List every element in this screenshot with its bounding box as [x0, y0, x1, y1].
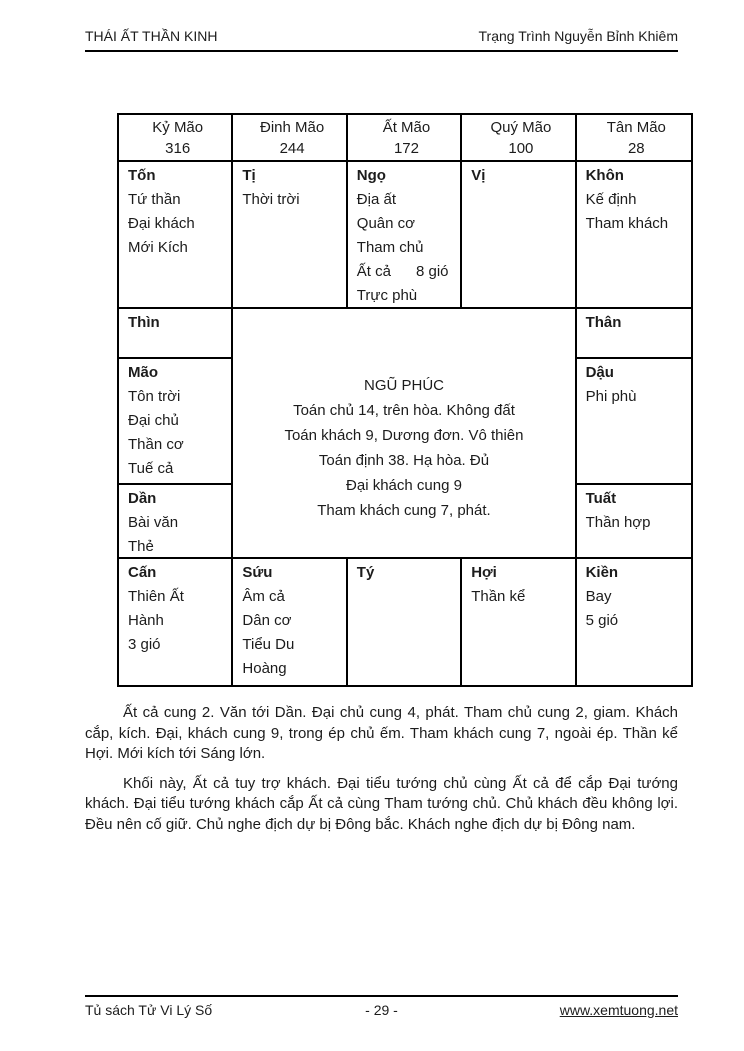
book-title: THÁI ẤT THẦN KINH: [85, 28, 218, 44]
year-value: 28: [627, 140, 645, 157]
right-palace-column: [577, 309, 691, 559]
palace-item: Thời trời: [242, 191, 300, 208]
palace-cell-ty: [348, 559, 462, 685]
year-value: 172: [393, 140, 419, 157]
palace-cell-khon: [577, 162, 691, 309]
palace-items: [357, 188, 456, 308]
palace-items: [586, 585, 687, 633]
palace-name: Mão: [128, 364, 158, 381]
palace-cell-hoi: [462, 559, 576, 685]
year-cell-at-mao: [348, 115, 462, 162]
page-footer: [85, 995, 678, 1018]
palace-item: Bài văn: [128, 514, 179, 531]
palace-cell-suu: [233, 559, 347, 685]
palace-cell-tuat: [577, 485, 691, 557]
center-line: Toán định 38. Hạ hòa. Đủ: [318, 452, 490, 469]
palace-cell-thin: [119, 309, 231, 359]
paragraph: Khối này, Ất cả tuy trợ khách. Đại tiểu tướng chủ cùng Ất cả để cắp Đại tướng khách. Đại tiểu tướng khách cắp Ất cả cùng Tham tướng chủ. Chủ khách đều không lợi. Đều nên cố giữ. Chủ nghe địch dự bị Đông bắc. Khách nghe địch dự bị Đông nam.: [85, 774, 678, 833]
palace-name: Thân: [585, 314, 622, 331]
palace-name: Cấn: [128, 564, 157, 581]
palace-cell-ton: [119, 162, 233, 309]
palace-name: Khôn: [585, 167, 624, 184]
palace-items: [586, 188, 687, 236]
palace-name: Dần: [128, 490, 157, 507]
palace-name: Sứu: [242, 564, 273, 581]
palace-name: Tuất: [585, 490, 617, 507]
palace-item: Thần hợp: [585, 514, 651, 531]
palace-item: Kế định: [585, 191, 637, 208]
palace-items: [242, 585, 341, 681]
year-cell-tan-mao: [577, 115, 691, 162]
palace-item: Trực phù: [356, 287, 418, 304]
page-header: [85, 28, 678, 52]
palace-name: Tốn: [128, 167, 156, 184]
palace-item: Ất cả 8 gió: [356, 263, 449, 280]
palace-item: Mới Kích: [128, 239, 188, 256]
palace-name: Ngọ: [356, 167, 386, 184]
year-cell-dinh-mao: [233, 115, 347, 162]
palace-items: [128, 188, 227, 260]
year-name: Tân Mão: [606, 119, 666, 136]
year-name: Đinh Mão: [259, 119, 325, 136]
palace-item: Tham chủ: [356, 239, 424, 256]
year-name: Kỷ Mão: [152, 119, 204, 136]
center-line: Đại khách cung 9: [346, 477, 462, 494]
footer-series-title: Tủ sách Tử Vi Lý Số: [85, 1002, 213, 1018]
page-number: - 29 -: [365, 1002, 398, 1018]
palace-item: Dân cơ: [242, 612, 292, 629]
paragraph: Ất cả cung 2. Văn tới Dần. Đại chủ cung 4, phát. Tham chủ cung 2, giam. Khách cắp, kích. Đại, khách cung 9, trong ép chủ ếm. Tham khách cung 7, ngoài ép. Thần kể Hợi. Mới kích tới Sáng lớn.: [85, 704, 678, 762]
palace-name: Thìn: [128, 314, 160, 331]
palace-item: 5 gió: [585, 612, 619, 629]
year-cell-ky-mao: [119, 115, 233, 162]
palace-name: Tý: [356, 564, 375, 581]
palace-item: Đại chủ: [128, 412, 179, 429]
palace-item: Hoàng: [242, 660, 287, 677]
palace-item: Phi phù: [585, 388, 637, 405]
palace-name: Vị: [471, 167, 486, 184]
palace-cell-ti: [233, 162, 347, 309]
palace-cell-dau: [577, 359, 691, 485]
palace-item: Hành: [128, 612, 164, 629]
palace-item: Thần cơ: [128, 436, 184, 453]
year-name: Quý Mão: [490, 119, 552, 136]
palace-item: Âm cả: [242, 588, 285, 605]
palace-items: [586, 385, 687, 409]
year-value: 100: [508, 140, 534, 157]
palace-item: Tiểu Du: [242, 636, 295, 653]
center-line: Tham khách cung 7, phát.: [317, 502, 491, 519]
website-link[interactable]: www.xemtuong.net: [559, 1002, 679, 1018]
center-title: NGŨ PHÚC: [363, 377, 444, 394]
palace-name: Tị: [242, 167, 256, 184]
palace-item: Tuế cả: [128, 460, 174, 477]
palace-items: [586, 511, 687, 535]
year-name: Ất Mão: [382, 119, 431, 136]
palace-item: Bay: [585, 588, 612, 605]
palace-cell-mao: [119, 359, 231, 485]
palace-name: Kiền: [585, 564, 619, 581]
palace-cell-dan: [119, 485, 231, 557]
palace-item: Tứ thần: [128, 191, 181, 208]
palace-name: Dậu: [585, 364, 614, 381]
thai-at-chart-table: [117, 113, 693, 687]
palace-item: 3 gió: [128, 636, 161, 653]
author-name: Trạng Trình Nguyễn Bỉnh Khiêm: [478, 28, 678, 44]
palace-items: [471, 585, 570, 609]
center-line: Toán chủ 14, trên hòa. Không đất: [293, 402, 515, 419]
center-summary-cell: [233, 309, 576, 559]
palace-item: Thẻ: [128, 538, 154, 555]
year-cell-quy-mao: [462, 115, 576, 162]
palace-cell-kien: [577, 559, 691, 685]
year-value: 316: [165, 140, 191, 157]
center-lines: [233, 398, 574, 523]
palace-cell-can: [119, 559, 233, 685]
palace-item: Quân cơ: [356, 215, 415, 232]
palace-item: Đại khách: [128, 215, 195, 232]
palace-cell-vi: [462, 162, 576, 309]
palace-name: Hợi: [471, 564, 497, 581]
left-palace-column: [119, 309, 233, 559]
palace-item: Thần kể: [471, 588, 526, 605]
year-value: 244: [279, 140, 305, 157]
palace-cell-ngo: [348, 162, 462, 309]
palace-items: [128, 585, 227, 657]
palace-items: [128, 511, 227, 557]
body-text: [85, 703, 678, 844]
palace-item: Tôn trời: [128, 388, 181, 405]
palace-items: [242, 188, 341, 212]
palace-item: Thiên Ất: [128, 588, 184, 605]
palace-item: Tham khách: [585, 215, 669, 232]
center-line: Toán khách 9, Dương đơn. Vô thiên: [284, 427, 524, 444]
palace-item: Địa ất: [356, 191, 396, 208]
palace-items: [128, 385, 227, 481]
palace-cell-than: [577, 309, 691, 359]
